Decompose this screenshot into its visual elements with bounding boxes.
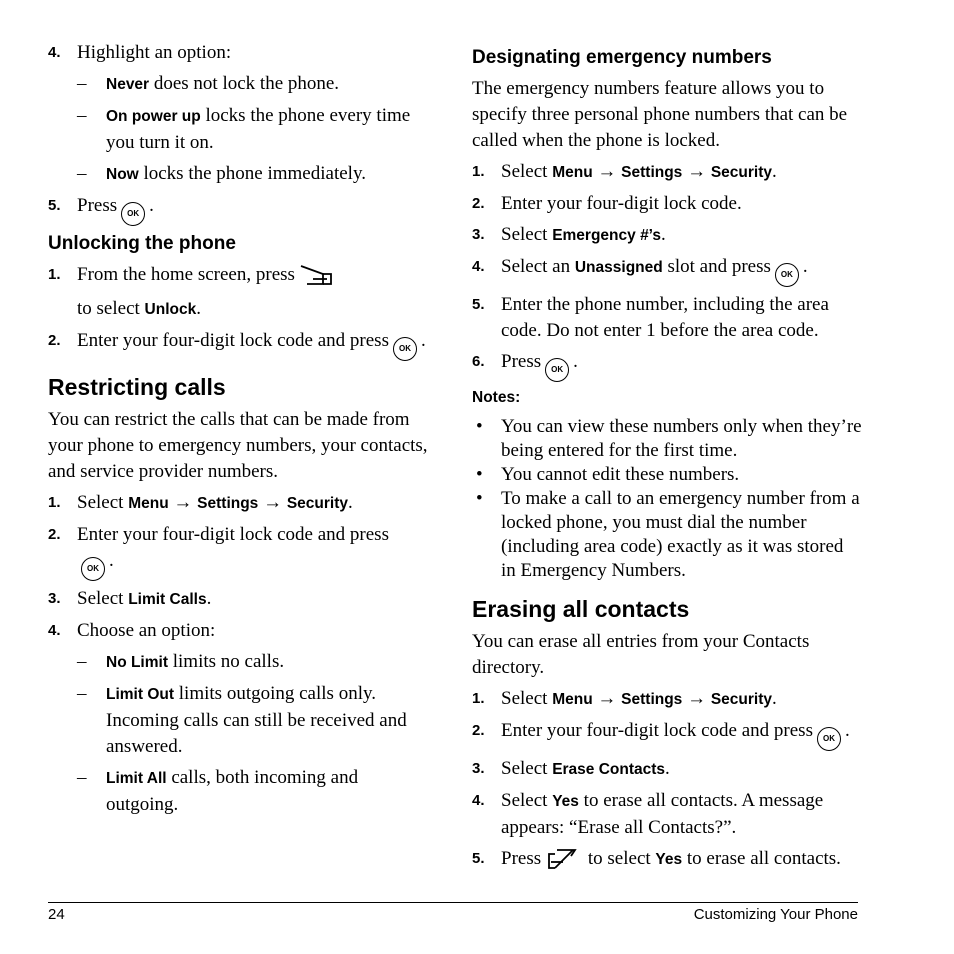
restrict-step-2: 2. Enter your four-digit lock code and press OK . bbox=[48, 522, 433, 581]
emergency-numbers-intro: The emergency numbers feature allows you to specify three personal phone numbers that can be called when the phone is locked. bbox=[472, 78, 848, 151]
ok-key-icon: OK bbox=[81, 557, 105, 581]
option-no-limit: – No Limit limits no calls. bbox=[77, 651, 285, 672]
right-column bbox=[472, 40, 862, 885]
ok-key-icon: OK bbox=[545, 358, 569, 382]
option-now: – Now locks the phone immediately. bbox=[77, 163, 366, 184]
step-press-ok: 5. Press OK . bbox=[48, 193, 433, 226]
ok-key-icon: OK bbox=[121, 202, 145, 226]
emergency-step-2: 2. Enter your four-digit lock code. bbox=[472, 193, 742, 214]
option-never: – Never does not lock the phone. bbox=[77, 73, 340, 94]
restrict-step-4: 4. Choose an option: bbox=[48, 620, 216, 641]
left-softkey-icon bbox=[545, 846, 579, 880]
page-number: 24 bbox=[48, 906, 65, 923]
erase-step-5: 5. Press to select Yes to erase all contacts. bbox=[472, 846, 862, 880]
option-limit-all: – Limit All calls, both incoming and outgoing. bbox=[77, 767, 359, 815]
emergency-numbers-heading: Designating emergency numbers bbox=[472, 47, 772, 68]
unlock-step-1: 1. From the home screen, press to select Unlock. bbox=[48, 262, 433, 323]
option-on-power-up: – On power up locks the phone every time you turn it on. bbox=[77, 105, 411, 153]
unlocking-heading: Unlocking the phone bbox=[48, 233, 236, 254]
section-title: Customizing Your Phone bbox=[693, 906, 858, 923]
notes-label: Notes: bbox=[472, 389, 521, 406]
erasing-contacts-intro: You can erase all entries from your Contacts directory. bbox=[472, 631, 810, 678]
erasing-contacts-heading: Erasing all contacts bbox=[472, 596, 690, 622]
emergency-step-4: 4. Select an Unassigned slot and press OK . bbox=[472, 254, 862, 287]
erase-step-1: 1. Select Menu → Settings → Security. bbox=[472, 688, 777, 709]
note-item: • You cannot edit these numbers. bbox=[476, 464, 740, 485]
ok-key-icon: OK bbox=[817, 727, 841, 751]
erase-step-2: 2. Enter your four-digit lock code and press OK . bbox=[472, 718, 862, 751]
erase-step-3: 3. Select Erase Contacts. bbox=[472, 758, 670, 779]
step-highlight-option: 4. Highlight an option: bbox=[48, 42, 232, 63]
restrict-step-1: 1. Select Menu → Settings → Security. bbox=[48, 492, 353, 513]
emergency-step-5: 5. Enter the phone number, including the area code. Do not enter 1 before the area code. bbox=[472, 294, 829, 341]
page-footer bbox=[48, 902, 858, 923]
note-item: • To make a call to an emergency number from a locked phone, you must dial the number (including area code) exactly as it was stored in Emergency Numbers. bbox=[476, 488, 860, 581]
emergency-step-6: 6. Press OK . bbox=[472, 349, 862, 382]
restrict-step-3: 3. Select Limit Calls. bbox=[48, 588, 212, 609]
unlock-step-2: 2. Enter your four-digit lock code and press OK . bbox=[48, 328, 433, 361]
restricting-calls-intro: You can restrict the calls that can be made from your phone to emergency numbers, your contacts, and service provider numbers. bbox=[48, 409, 428, 482]
option-limit-out: – Limit Out limits outgoing calls only. Incoming calls can still be received and answered. bbox=[77, 683, 407, 757]
erase-step-4: 4. Select Yes to erase all contacts. A message appears: “Erase all Contacts?”. bbox=[472, 790, 824, 838]
restricting-calls-heading: Restricting calls bbox=[48, 374, 226, 400]
note-item: • You can view these numbers only when they’re being entered for the first time. bbox=[476, 416, 862, 461]
ok-key-icon: OK bbox=[393, 337, 417, 361]
right-softkey-icon bbox=[299, 262, 333, 296]
emergency-step-1: 1. Select Menu → Settings → Security. bbox=[472, 161, 777, 182]
ok-key-icon: OK bbox=[775, 263, 799, 287]
emergency-step-3: 3. Select Emergency #’s. bbox=[472, 224, 666, 245]
left-column bbox=[48, 40, 433, 823]
